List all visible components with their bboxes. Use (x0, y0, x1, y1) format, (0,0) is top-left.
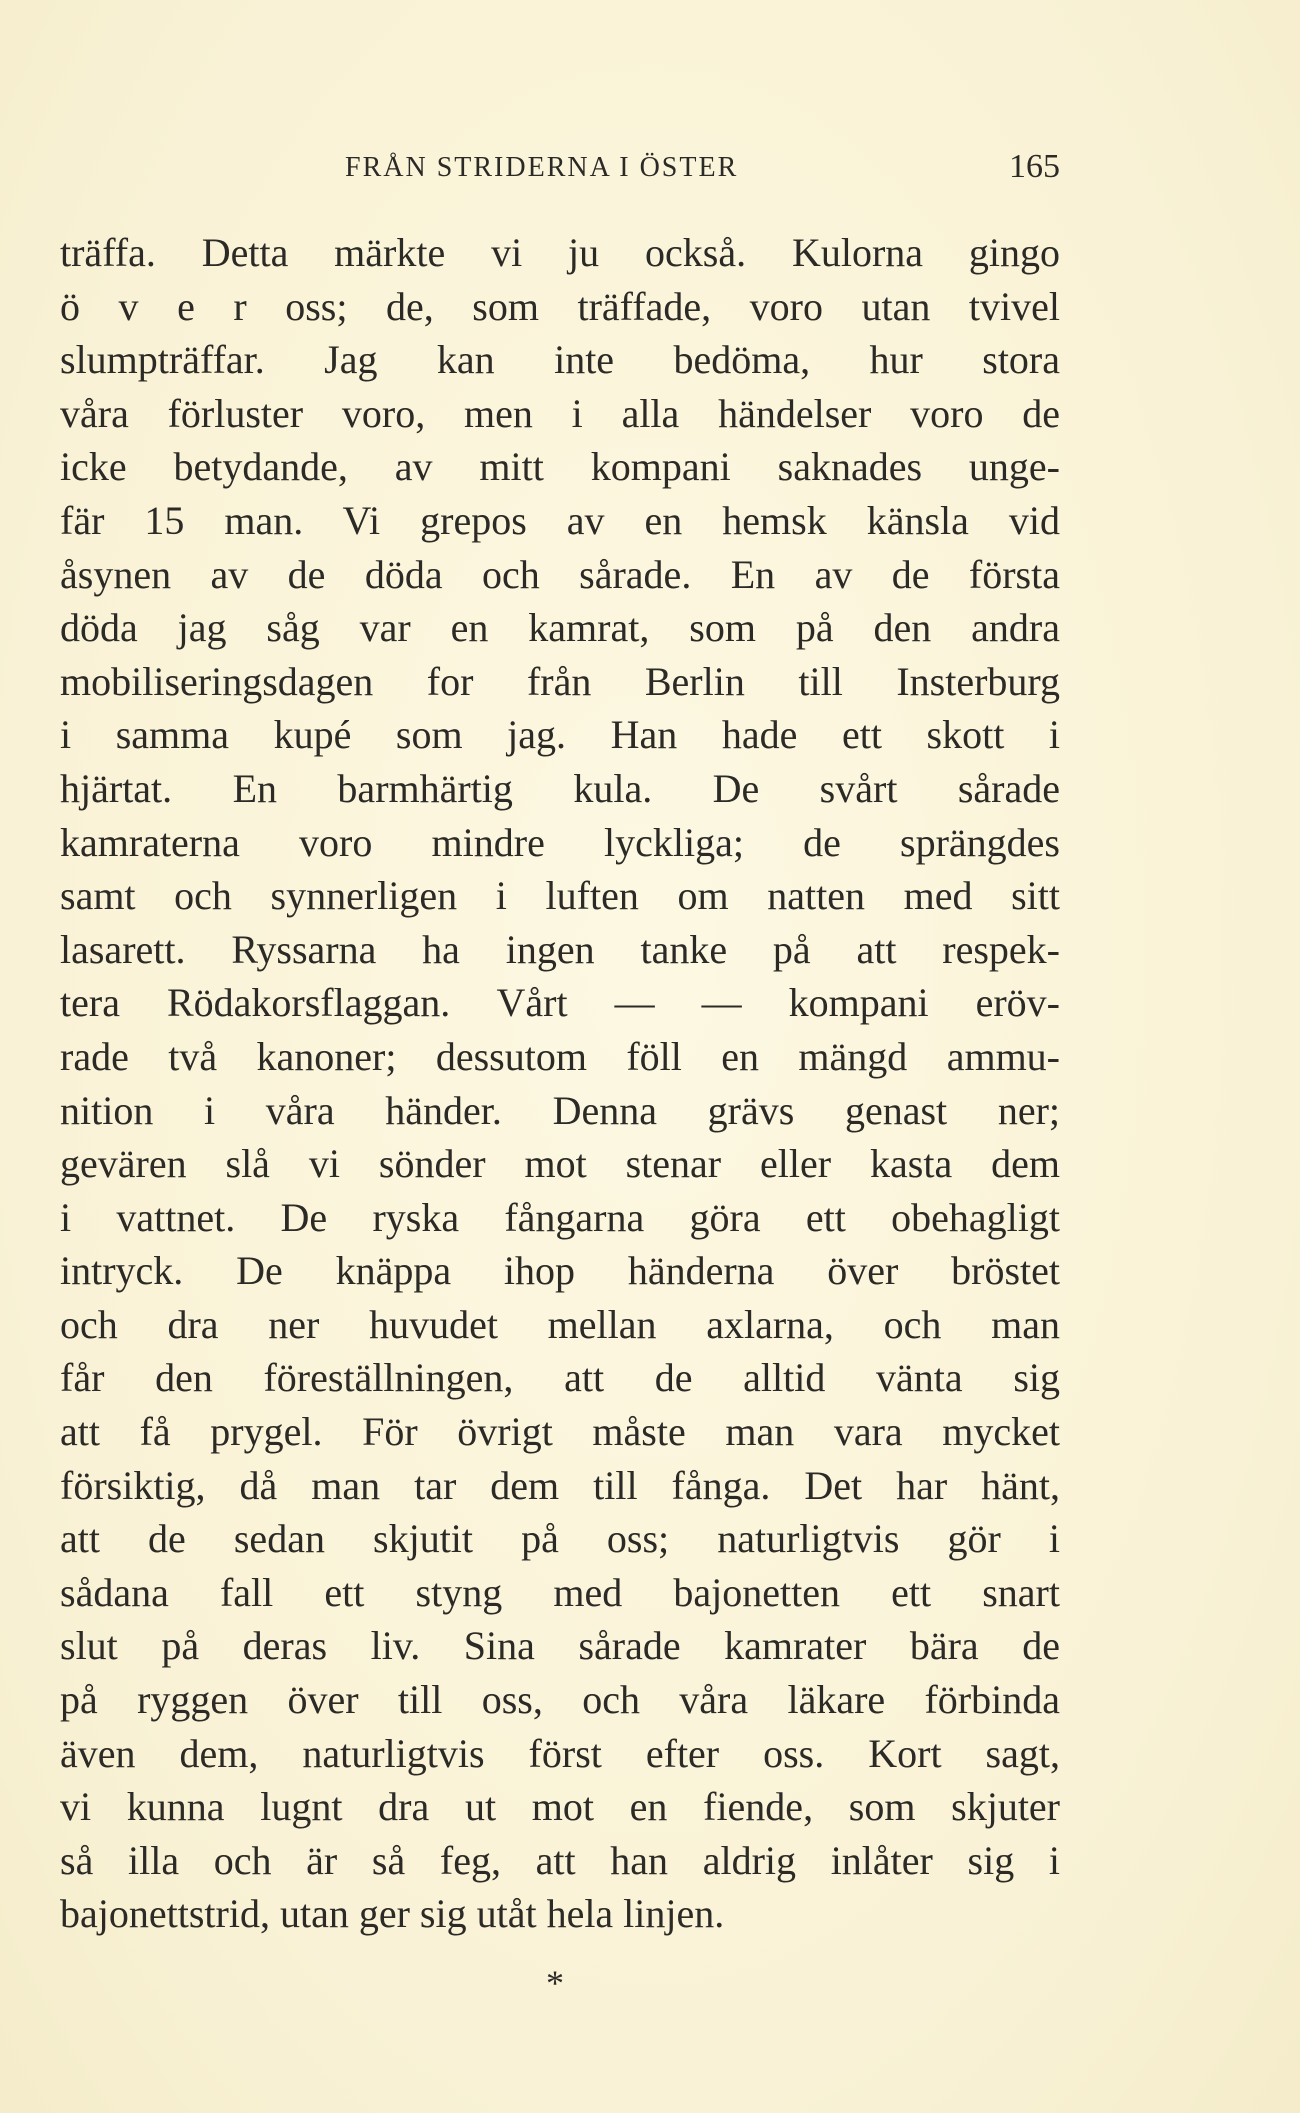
text-line: mobiliseringsdagen for från Berlin till Insterburg (60, 658, 1060, 704)
text-line: bajonettstrid, utan ger sig utåt hela linjen. (60, 1891, 725, 1937)
text-line: lasarett. Ryssarna ha ingen tanke på att respek- (60, 926, 1060, 972)
page-number: 165 (1009, 148, 1060, 185)
text-line: nition i våra händer. Denna grävs genast ner; (60, 1087, 1060, 1133)
text-line: åsynen av de döda och sårade. En av de första (60, 551, 1060, 597)
text-line: får den föreställningen, att de alltid vänta sig (60, 1355, 1060, 1401)
text-line: så illa och är så feg, att han aldrig inlåter sig i (60, 1837, 1060, 1883)
text-line: sådana fall ett styng med bajonetten ett snart (60, 1569, 1060, 1615)
text-line: även dem, naturligtvis först efter oss. Kort sagt, (60, 1730, 1060, 1776)
text-line: ö v e r oss; de, som träffade, voro utan tvivel (60, 283, 1060, 329)
section-ornament: * (546, 1963, 564, 2003)
text-line: försiktig, då man tar dem till fånga. Det har hänt, (60, 1462, 1060, 1508)
text-line: kamraterna voro mindre lyckliga; de sprängdes (60, 819, 1060, 865)
body-text (60, 226, 1060, 1941)
text-line: på ryggen över till oss, och våra läkare förbinda (60, 1677, 1060, 1723)
text-line: i vattnet. De ryska fångarna göra ett obehagligt (60, 1194, 1060, 1240)
running-head (60, 148, 1060, 192)
text-line: och dra ner huvudet mellan axlarna, och man (60, 1301, 1060, 1347)
text-line: döda jag såg var en kamrat, som på den andra (60, 605, 1060, 651)
text-line: rade två kanoner; dessutom föll en mängd ammu- (60, 1033, 1060, 1079)
text-line: intryck. De knäppa ihop händerna över bröstet (60, 1248, 1060, 1294)
text-line: att de sedan skjutit på oss; naturligtvis gör i (60, 1516, 1060, 1562)
running-title: FRÅN STRIDERNA I ÖSTER (345, 152, 739, 183)
text-line: fär 15 man. Vi grepos av en hemsk känsla vid (60, 497, 1060, 543)
text-line: att få prygel. För övrigt måste man vara mycket (60, 1409, 1060, 1455)
text-line: slumpträffar. Jag kan inte bedöma, hur stora (60, 337, 1060, 383)
text-line: samt och synnerligen i luften om natten med sitt (60, 873, 1060, 919)
text-line: våra förluster voro, men i alla händelser voro de (60, 390, 1060, 436)
text-line: icke betydande, av mitt kompani saknades unge- (60, 444, 1060, 490)
text-line: i samma kupé som jag. Han hade ett skott i (60, 712, 1060, 758)
text-line: gevären slå vi sönder mot stenar eller kasta dem (60, 1141, 1060, 1187)
text-line: tera Rödakorsflaggan. Vårt — — kompani eröv- (60, 980, 1060, 1026)
text-line: slut på deras liv. Sina sårade kamrater bära de (60, 1623, 1060, 1669)
text-line: träffa. Detta märkte vi ju också. Kulorna gingo (60, 230, 1060, 275)
text-line: hjärtat. En barmhärtig kula. De svårt sårade (60, 765, 1060, 811)
text-line: vi kunna lugnt dra ut mot en fiende, som skjuter (60, 1784, 1060, 1830)
